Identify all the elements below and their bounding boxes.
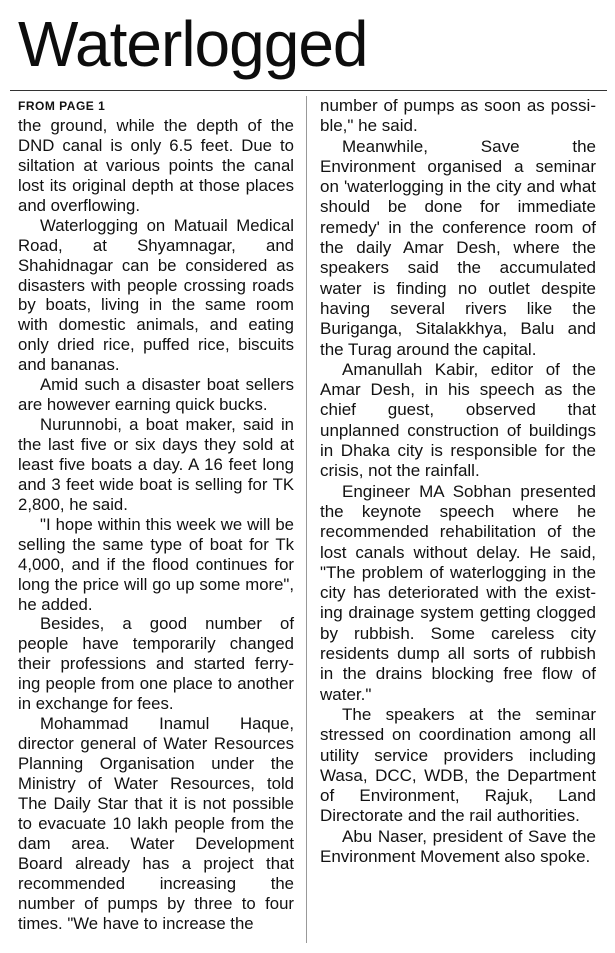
continuation-kicker: FROM PAGE 1 (18, 99, 106, 113)
paragraph: Amanullah Kabir, editor of the Amar Desh, in his speech as the chief guest, observed that unplanned construction of buildings in Dhaka city is responsible for the crisis, not the rainfall. (320, 359, 596, 481)
paragraph: "I hope within this week we will be selling the same type of boat for Tk 4,000, and if the flood continues for long the price will go up some more", he added. (18, 514, 294, 614)
paragraph: Waterlogging on Matuail Medical Road, at Shyamnagar, and Shahidnagar can be considered as disasters with people crossing roads by boats, living in the same room with domestic animals, and eating only dried rice, puffed rice, biscuits and bananas. (18, 215, 294, 375)
headline: Waterlogged (18, 8, 368, 80)
paragraph: Besides, a good number of people have temporarily changed their professions and started ferry-ing people from one place to another in exchange for fees. (18, 614, 294, 714)
paragraph: number of pumps as soon as possi-ble," he said. (320, 96, 596, 136)
paragraph: the ground, while the depth of the DND canal is only 6.5 feet. Due to siltation at various points the canal lost its original depth at those places and overflowing. (18, 116, 294, 215)
paragraph: Amid such a disaster boat sellers are however earning quick bucks. (18, 375, 294, 415)
paragraph: Abu Naser, president of Save the Environment Movement also spoke. (320, 826, 596, 866)
paragraph: The speakers at the seminar stressed on coordination among all utility service providers including Wasa, DCC, WDB, the Department of Environment, Rajuk, Land Directorate and the rail authorities. (320, 704, 596, 826)
article-column-left (18, 96, 294, 933)
paragraph: Engineer MA Sobhan presented the keynote speech where he recommended rehabilitation of the lost canals without delay. He said, "The problem of waterlogging in the city has deteriorated with the exist-ing drainage system getting clogged by rubbish. Some careless city residents dump all sorts of rubbish in the drains blocking free flow of water." (320, 481, 596, 704)
article-column-right (320, 96, 596, 867)
paragraph: Meanwhile, Save the Environment organised a seminar on 'waterlogging in the city and what should be done for immediate remedy' in the conference room of the daily Amar Desh, where the speakers said the accumulated water is finding no outlet despite having several rivers like the Buriganga, Sitalakkhya, Balu and the Turag around the capital. (320, 136, 596, 359)
paragraph: Mohammad Inamul Haque, director general of Water Resources Planning Organisation under the Ministry of Water Resources, told The Daily Star that it is not possible to evacuate 10 lakh people from the dam area. Water Development Board already has a project that recommended increasing the number of pumps by three to four times. "We have to increase the (18, 714, 294, 933)
column-divider (306, 96, 307, 943)
paragraph: Nurunnobi, a boat maker, said in the last five or six days they sold at least five boats a day. A 16 feet long and 3 feet wide boat is selling for TK 2,800, he said. (18, 415, 294, 514)
headline-rule (10, 90, 607, 91)
